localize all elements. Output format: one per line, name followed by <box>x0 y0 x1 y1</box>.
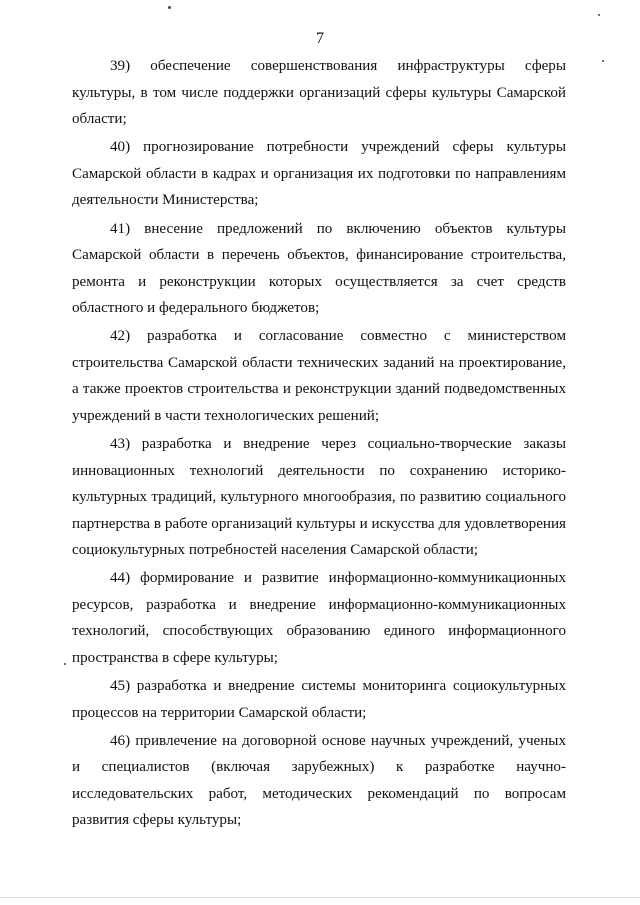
scan-speck <box>168 6 171 9</box>
list-item: 43) разработка и внедрение через социально-творческие заказы инновационных технологий деятельности по сохранению историко-культурных традиций, культурного многообразия, по развитию социального партнерства в работе организаций культуры и искусства для удовлетворения социокультурных потребностей населения Самарской области; <box>72 436 566 558</box>
document-body <box>72 53 566 836</box>
list-item: 42) разработка и согласование совместно с министерством строительства Самарской области технических заданий на проектирование, а также проектов строительства и реконструкции зданий подведомственных учреждений в части технологических решений; <box>72 328 566 424</box>
list-item: 45) разработка и внедрение системы мониторинга социокультурных процессов на территории Самарской области; <box>72 678 566 721</box>
list-item: 44) формирование и развитие информационно-коммуникационных ресурсов, разработка и внедрение информационно-коммуникационных технологий, способствующих образованию единого информационного пространства в сфере культуры; <box>72 570 566 666</box>
list-item: 41) внесение предложений по включению объектов культуры Самарской области в перечень объектов, финансирование строительства, ремонта и реконструкции которых осуществляется за счет средств областного и федерального бюджетов; <box>72 220 566 316</box>
scan-speck <box>598 14 600 16</box>
list-item: 39) обеспечение совершенствования инфраструктуры сферы культуры, в том числе поддержки организаций сферы культуры Самарской области; <box>72 58 566 127</box>
scan-speck <box>602 60 604 62</box>
scan-edge-line <box>0 897 640 898</box>
list-item: 46) привлечение на договорной основе научных учреждений, ученых и специалистов (включая зарубежных) к разработке научно-исследовательских работ, методических рекомендаций по вопросам развития сферы культуры; <box>72 732 566 829</box>
list-item: 40) прогнозирование потребности учреждений сферы культуры Самарской области в кадрах и организация их подготовки по направлениям деятельности Министерства; <box>72 139 566 209</box>
scan-speck <box>64 663 66 665</box>
page-number: 7 <box>316 30 324 47</box>
